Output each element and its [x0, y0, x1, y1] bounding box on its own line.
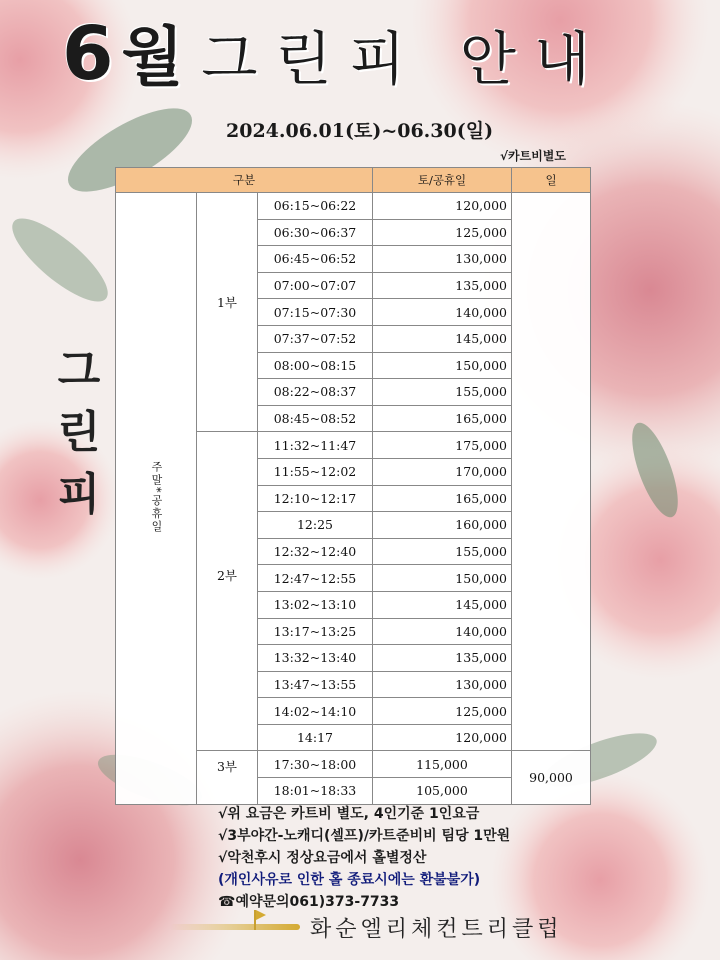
- page-title: [62, 6, 608, 98]
- price: 120,000: [373, 193, 512, 220]
- side-label-char: 피: [57, 469, 101, 520]
- tee-time: 08:22~08:37: [258, 379, 373, 406]
- price: 125,000: [373, 698, 512, 725]
- table-header-row: [116, 168, 591, 193]
- refund-note: (개인사유로 인한 홀 종료시에는 환불불가): [218, 872, 481, 888]
- note-line: √악천후시 정상요금에서 홀별정산: [218, 850, 427, 866]
- price: 155,000: [373, 379, 512, 406]
- tee-time: 07:00~07:07: [258, 272, 373, 299]
- price: 140,000: [373, 618, 512, 645]
- price: 125,000: [373, 219, 512, 246]
- title-subject: 그린피 안내: [201, 25, 608, 93]
- header-sunday: 일: [512, 168, 591, 193]
- sunday-price: 90,000: [512, 751, 591, 804]
- club-logo: [170, 910, 690, 946]
- tee-time: 12:25: [258, 512, 373, 539]
- tee-time: 13:47~13:55: [258, 671, 373, 698]
- price: 135,000: [373, 272, 512, 299]
- part-label: 2부: [197, 432, 258, 751]
- price: 130,000: [373, 246, 512, 273]
- note-line: √위 요금은 카트비 별도, 4인기준 1인요금: [218, 806, 480, 822]
- golf-flag-pennant-icon: [256, 910, 266, 920]
- price: 120,000: [373, 724, 512, 751]
- tee-time: 08:00~08:15: [258, 352, 373, 379]
- tee-time: 11:32~11:47: [258, 432, 373, 459]
- tee-time: 18:01~18:33: [258, 778, 373, 805]
- tee-time: 11:55~12:02: [258, 458, 373, 485]
- side-label: [52, 340, 106, 526]
- tee-time: 06:30~06:37: [258, 219, 373, 246]
- tee-time: 06:45~06:52: [258, 246, 373, 273]
- price: 130,000: [373, 671, 512, 698]
- tee-time: 14:02~14:10: [258, 698, 373, 725]
- title-month-label: 월: [121, 21, 186, 95]
- tee-time: 06:15~06:22: [258, 193, 373, 220]
- tee-time: 12:47~12:55: [258, 565, 373, 592]
- price: 175,000: [373, 432, 512, 459]
- price: 165,000: [373, 405, 512, 432]
- title-month-number: 6: [62, 11, 116, 97]
- logo-swoosh: [170, 924, 300, 930]
- price: 115,000: [373, 751, 512, 778]
- tee-time: 08:45~08:52: [258, 405, 373, 432]
- price: 170,000: [373, 458, 512, 485]
- group-label-cell: [116, 193, 197, 805]
- price: 135,000: [373, 645, 512, 672]
- green-fee-table: [115, 167, 591, 805]
- side-label-char: 그: [57, 345, 101, 396]
- price: 165,000: [373, 485, 512, 512]
- club-name: 화순엘리체컨트리클럽: [310, 917, 563, 942]
- table-row: [116, 193, 591, 220]
- side-label-char: 린: [57, 407, 101, 458]
- tee-time: 14:17: [258, 724, 373, 751]
- price: 140,000: [373, 299, 512, 326]
- tee-time: 13:02~13:10: [258, 591, 373, 618]
- note-line: √3부야간-노캐디(셀프)/카트준비비 팀당 1만원: [218, 828, 511, 844]
- part-label: 1부: [197, 193, 258, 432]
- tee-time: 12:32~12:40: [258, 538, 373, 565]
- header-saturday-holiday: 토/공휴일: [373, 168, 512, 193]
- tee-time: 13:17~13:25: [258, 618, 373, 645]
- reservation-phone: ☎예약문의061)373-7733: [218, 894, 400, 910]
- price: 150,000: [373, 352, 512, 379]
- date-period: 2024.06.01(토)~06.30(일): [226, 120, 494, 142]
- price: 105,000: [373, 778, 512, 805]
- price: 150,000: [373, 565, 512, 592]
- price: 155,000: [373, 538, 512, 565]
- group-label: 주말*공휴일: [150, 460, 163, 534]
- header-category: 구분: [116, 168, 373, 193]
- notes-section: [218, 803, 510, 913]
- tee-time: 07:15~07:30: [258, 299, 373, 326]
- tee-time: 13:32~13:40: [258, 645, 373, 672]
- price: 160,000: [373, 512, 512, 539]
- tee-time: 17:30~18:00: [258, 751, 373, 778]
- sunday-cell: [512, 193, 591, 751]
- price: 145,000: [373, 591, 512, 618]
- part-label: 3부: [197, 751, 258, 804]
- tee-time: 07:37~07:52: [258, 325, 373, 352]
- tee-time: 12:10~12:17: [258, 485, 373, 512]
- price: 145,000: [373, 325, 512, 352]
- cart-fee-note: √카트비별도: [500, 149, 566, 163]
